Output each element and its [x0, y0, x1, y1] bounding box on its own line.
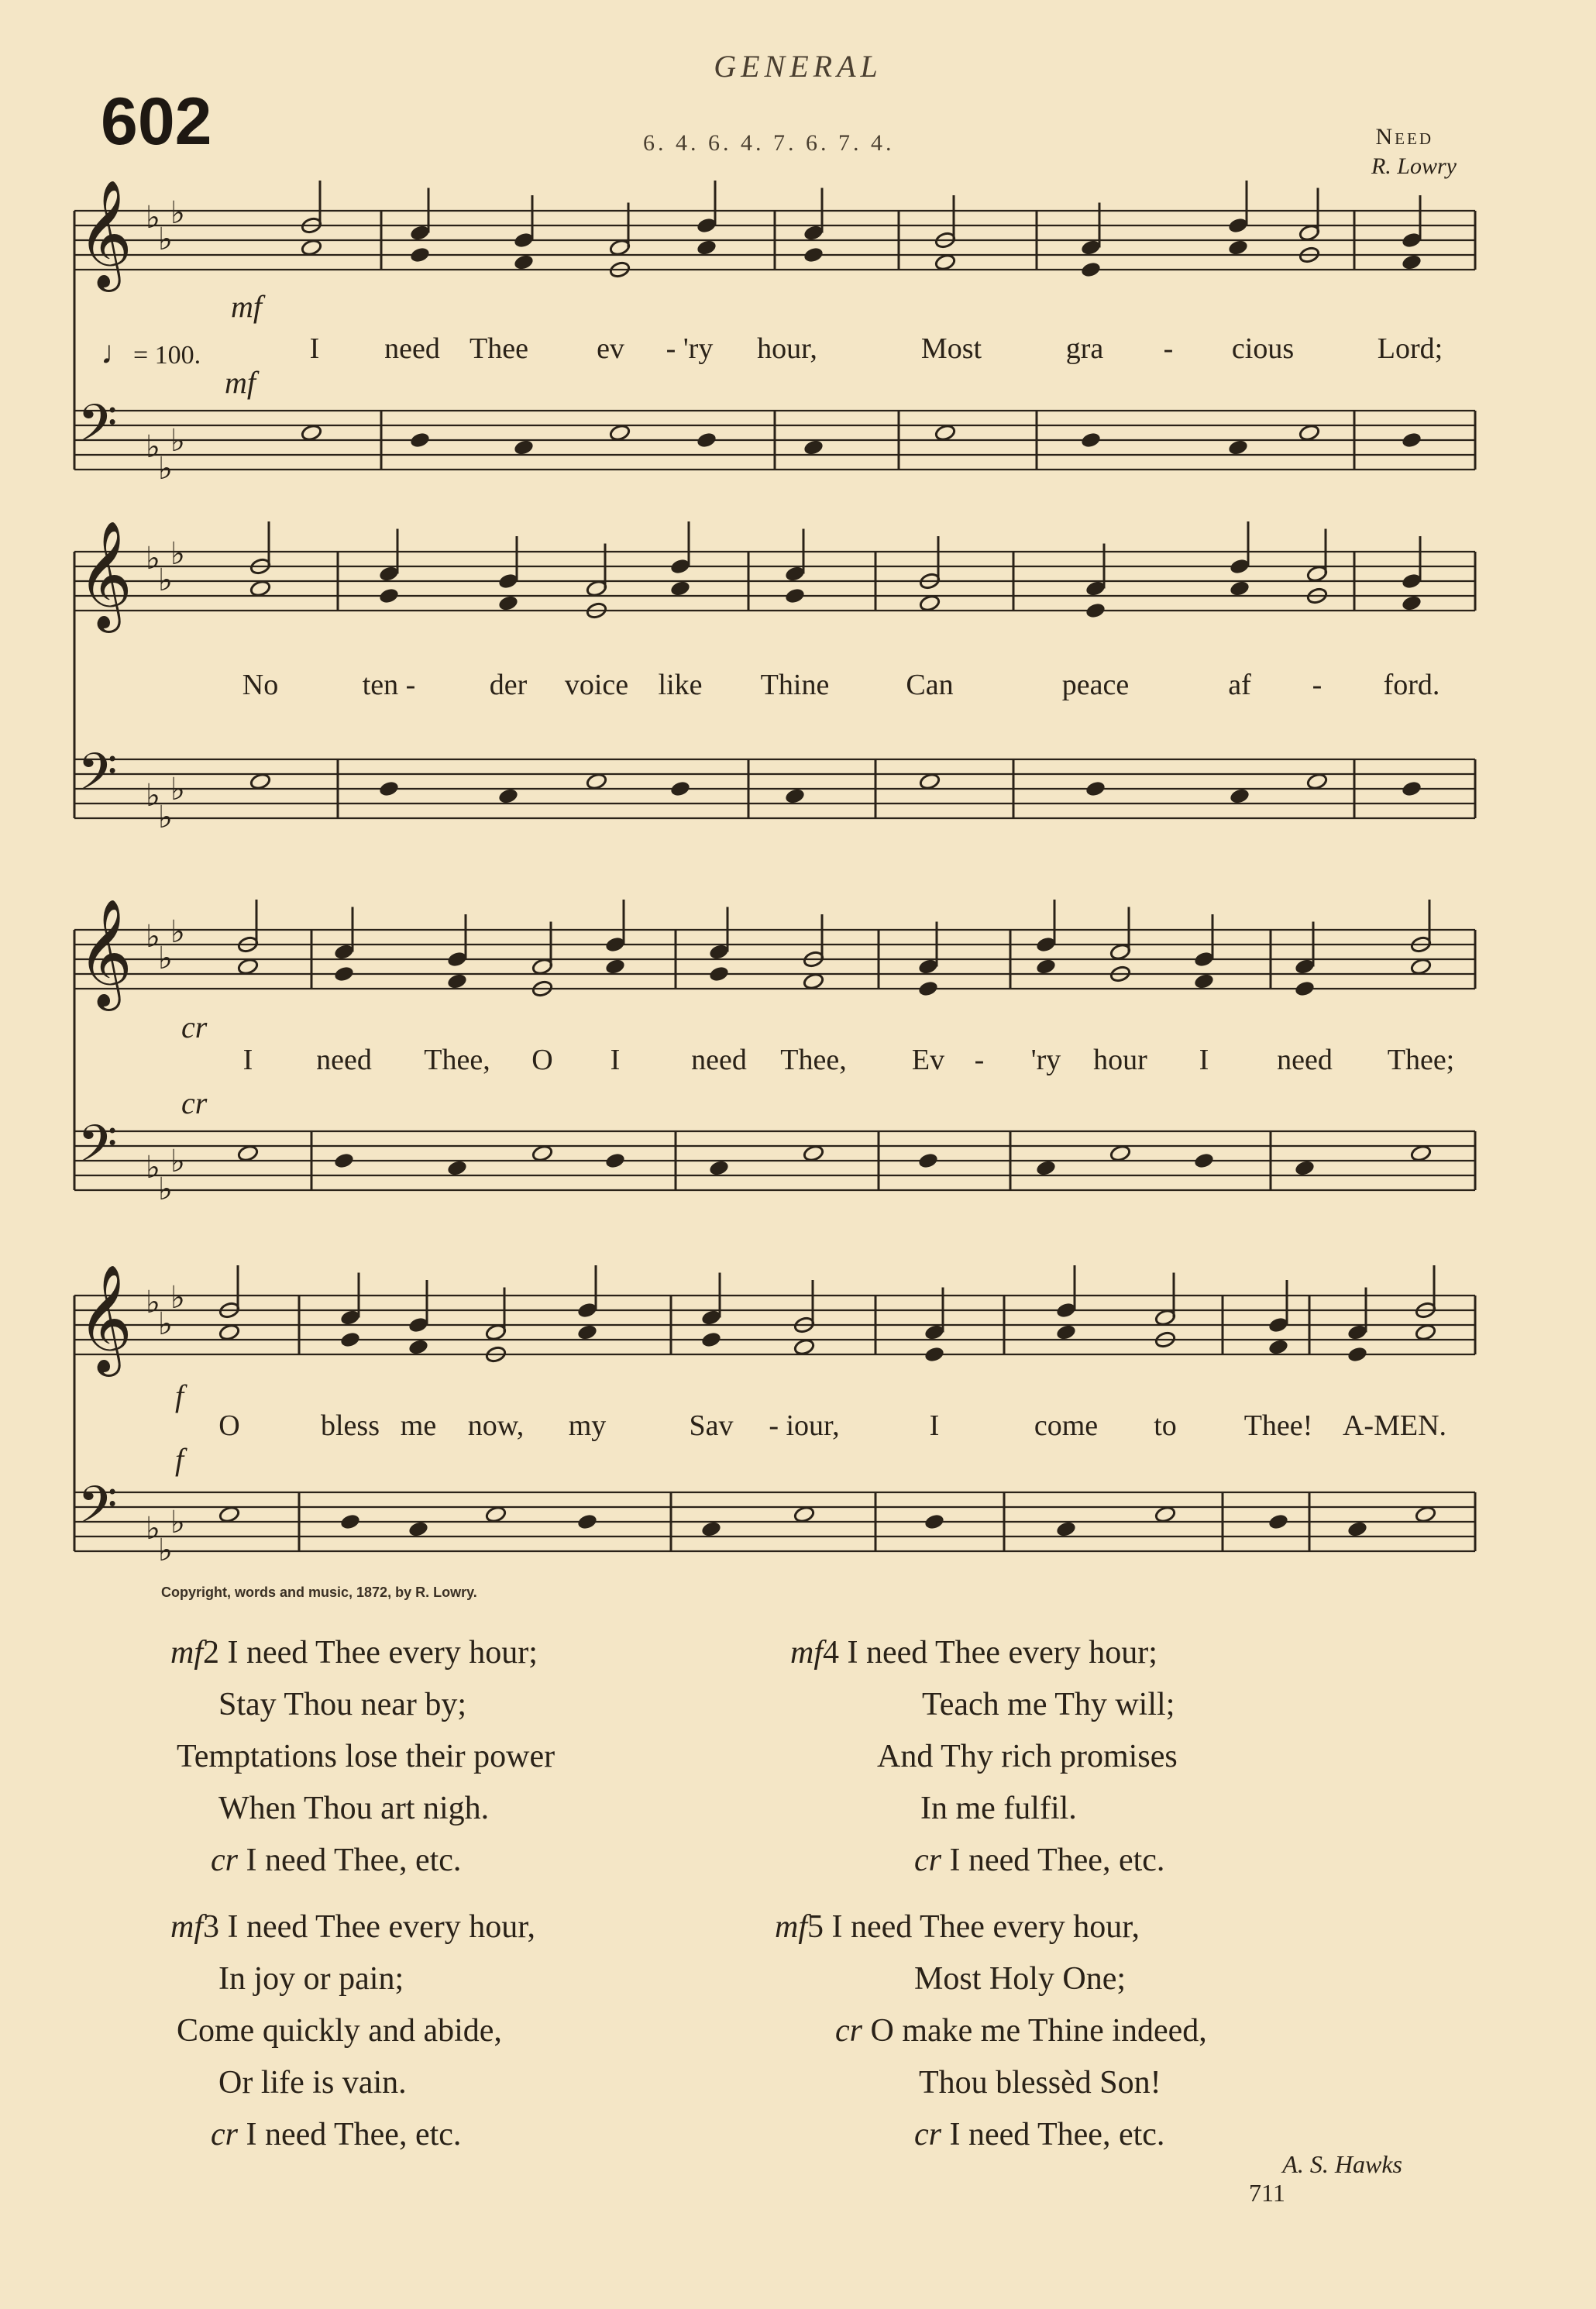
lyric-syllable: ten - — [362, 669, 416, 701]
refrain-dynamic: cr — [914, 1843, 941, 1878]
verse-line: Or life is vain. — [218, 2065, 407, 2101]
author-credit: A. S. Hawks — [1282, 2150, 1402, 2178]
notehead — [513, 439, 535, 456]
lyric-syllable: Ev — [911, 1044, 945, 1076]
lyric-syllable: I — [1199, 1044, 1209, 1076]
verse-line: I need Thee every hour; — [227, 1635, 538, 1671]
notehead — [339, 1330, 361, 1348]
notehead — [1035, 1159, 1057, 1177]
flat-icon: ♭ — [158, 1172, 173, 1207]
verse-line: In joy or pain; — [218, 1961, 404, 1997]
notehead — [917, 1151, 939, 1169]
notehead — [446, 972, 468, 990]
lyric-syllable: I — [309, 332, 320, 365]
verse-line: Teach me Thy will; — [922, 1687, 1175, 1722]
lyric-syllable: me — [400, 1409, 437, 1442]
page-number: 711 — [1249, 2179, 1285, 2207]
lyric-syllable: Thine — [760, 669, 830, 701]
notehead — [1085, 779, 1106, 797]
notehead — [378, 779, 400, 797]
notehead — [409, 246, 431, 263]
verse-2 — [170, 1627, 555, 1887]
verse-dynamic: mf — [775, 1909, 807, 1945]
notehead — [1080, 260, 1102, 278]
notehead — [1415, 1505, 1436, 1523]
flat-icon: ♭ — [146, 541, 160, 576]
notehead — [409, 431, 431, 449]
composer: R. Lowry — [1371, 153, 1457, 179]
notehead — [917, 979, 939, 997]
lyric-syllable: Can — [906, 669, 954, 701]
flat-icon: ♭ — [146, 429, 160, 465]
verse-3 — [170, 1901, 535, 2161]
verse-line: Temptations lose their power — [177, 1739, 556, 1774]
flat-icon: ♭ — [170, 914, 185, 950]
lyric-syllable: cious — [1231, 332, 1295, 365]
lyric-syllable: my — [568, 1409, 607, 1442]
notehead — [237, 958, 259, 976]
lyrics-system-3 — [0, 1043, 1596, 1082]
verse-number: 4 — [823, 1635, 839, 1671]
notehead — [408, 1520, 429, 1538]
notehead — [803, 1144, 824, 1162]
verse-line: Stay Thou near by; — [218, 1687, 467, 1722]
notehead — [378, 587, 400, 604]
bass-clef-icon: 𝄢 — [77, 742, 118, 814]
notehead — [793, 1505, 815, 1523]
lyric-syllable: need — [1277, 1044, 1333, 1076]
notehead — [333, 965, 355, 982]
notehead — [301, 424, 322, 442]
lyric-syllable: need — [316, 1044, 372, 1076]
notehead — [784, 787, 806, 805]
notehead — [1410, 958, 1432, 976]
flat-icon: ♭ — [146, 778, 160, 814]
flat-icon: ♭ — [158, 1533, 173, 1568]
verse-line: When Thou art nigh. — [218, 1791, 490, 1826]
verse-dynamic: mf — [170, 1909, 203, 1945]
quarter-note-icon: ♩ — [101, 336, 133, 371]
verse-line: Come quickly and abide, — [177, 2013, 502, 2049]
lyric-syllable: Thee — [470, 332, 528, 365]
dynamic-cr: cr — [181, 1010, 208, 1044]
notehead — [1109, 1144, 1131, 1162]
lyric-syllable: - — [974, 1044, 985, 1076]
notehead — [408, 1338, 429, 1356]
lyric-syllable: gra — [1065, 332, 1104, 365]
notehead — [249, 580, 271, 597]
lyric-syllable: O — [218, 1409, 240, 1442]
notehead — [497, 787, 519, 805]
notehead — [669, 580, 691, 597]
notehead — [576, 1323, 598, 1341]
notehead — [934, 253, 956, 271]
lyric-syllable: hour — [1093, 1044, 1147, 1076]
notehead — [669, 779, 691, 797]
notehead — [934, 424, 956, 442]
notehead — [1193, 1151, 1215, 1169]
dynamic-cr: cr — [181, 1086, 208, 1120]
lyric-syllable: Most — [920, 332, 982, 365]
lyric-syllable: Lord; — [1377, 332, 1443, 365]
lyric-syllable: need — [384, 332, 440, 365]
verse-line: O make me Thine indeed, — [870, 2013, 1207, 2049]
lyric-syllable: Sav — [689, 1409, 734, 1442]
notehead — [1401, 779, 1422, 797]
refrain-dynamic: cr — [914, 2117, 941, 2152]
tempo-value: = 100. — [133, 341, 201, 370]
verse-number: 2 — [203, 1635, 219, 1671]
bass-clef-icon: 𝄢 — [77, 1114, 118, 1186]
flat-icon: ♭ — [146, 200, 160, 236]
lyric-syllable: af — [1228, 669, 1251, 701]
lyrics-system-1 — [0, 332, 1596, 370]
verse-dynamic: mf — [170, 1635, 203, 1671]
verse-line: And Thy rich promises — [877, 1739, 1178, 1774]
lyric-syllable: now, — [467, 1409, 525, 1442]
lyric-syllable: to — [1154, 1409, 1177, 1442]
notehead — [237, 1144, 259, 1162]
flat-icon: ♭ — [158, 222, 173, 257]
verse-line: Thou blessèd Son! — [919, 2065, 1161, 2101]
flat-icon: ♭ — [158, 800, 173, 835]
notehead — [1035, 958, 1057, 976]
notehead — [1055, 1323, 1077, 1341]
treble-clef-icon: 𝄞 — [77, 899, 132, 1007]
flat-icon: ♭ — [170, 1280, 185, 1316]
refrain-line: I need Thee, etc. — [246, 2117, 462, 2152]
flat-icon: ♭ — [158, 941, 173, 976]
notehead — [339, 1512, 361, 1530]
lyric-syllable: Thee! — [1243, 1409, 1313, 1442]
notehead — [700, 1330, 722, 1348]
notehead — [301, 239, 322, 256]
notehead — [1193, 972, 1215, 990]
notehead — [604, 958, 626, 976]
lyric-syllable: I — [929, 1409, 940, 1442]
notehead — [784, 587, 806, 604]
line-dynamic: cr — [835, 2013, 862, 2049]
lyric-syllable: come — [1034, 1409, 1099, 1442]
notehead — [1268, 1338, 1289, 1356]
lyric-syllable: Thee, — [780, 1044, 847, 1076]
flat-icon: ♭ — [146, 1150, 160, 1185]
refrain-dynamic: cr — [211, 2117, 238, 2152]
notehead — [1227, 439, 1249, 456]
notehead — [696, 431, 717, 449]
flat-icon: ♭ — [170, 1144, 185, 1179]
notehead — [803, 246, 824, 263]
dynamic-f: f — [175, 1378, 184, 1413]
verse-dynamic: mf — [790, 1635, 823, 1671]
notehead — [218, 1323, 240, 1341]
lyric-syllable: peace — [1061, 669, 1130, 701]
notehead — [708, 965, 730, 982]
lyric-syllable: - iour, — [769, 1409, 840, 1442]
notehead — [919, 594, 941, 612]
notehead — [1410, 1144, 1432, 1162]
lyric-syllable: - 'ry — [666, 332, 714, 365]
notehead — [497, 594, 519, 612]
refrain-dynamic: cr — [211, 1843, 238, 1878]
notehead — [485, 1505, 507, 1523]
notehead — [1347, 1345, 1368, 1363]
flat-icon: ♭ — [158, 1306, 173, 1342]
refrain-line: I need Thee, etc. — [949, 1843, 1165, 1878]
lyric-syllable: Thee; — [1387, 1044, 1455, 1076]
notehead — [1347, 1520, 1368, 1538]
flat-icon: ♭ — [170, 423, 185, 459]
notehead — [793, 1338, 815, 1356]
notehead — [1306, 773, 1328, 790]
notehead — [1294, 1159, 1316, 1177]
lyric-syllable: ford. — [1383, 669, 1440, 701]
verse-number: 5 — [807, 1909, 824, 1945]
flat-icon: ♭ — [170, 195, 185, 231]
notehead — [1415, 1323, 1436, 1341]
treble-clef-icon: 𝄞 — [77, 180, 132, 287]
flat-icon: ♭ — [158, 563, 173, 598]
lyric-syllable: I — [610, 1044, 621, 1076]
bass-clef-icon: 𝄢 — [77, 1475, 118, 1547]
verse-number: 3 — [203, 1909, 219, 1945]
notehead — [700, 1520, 722, 1538]
notehead — [1298, 424, 1320, 442]
notehead — [446, 1159, 468, 1177]
flat-icon: ♭ — [170, 1505, 185, 1540]
notehead — [586, 773, 607, 790]
flat-icon: ♭ — [170, 536, 185, 572]
verse-5 — [775, 1901, 1207, 2161]
flat-icon: ♭ — [158, 451, 173, 487]
meter: 6. 4. 6. 4. 7. 6. 7. 4. — [643, 130, 895, 156]
verse-4 — [790, 1627, 1178, 1887]
refrain-line: I need Thee, etc. — [246, 1843, 462, 1878]
notehead — [708, 1159, 730, 1177]
notehead — [1268, 1512, 1289, 1530]
flat-icon: ♭ — [170, 772, 185, 807]
lyric-syllable: der — [489, 669, 528, 701]
notehead — [1080, 431, 1102, 449]
flat-icon: ♭ — [146, 1511, 160, 1547]
notehead — [513, 253, 535, 271]
notehead — [576, 1512, 598, 1530]
notehead — [696, 239, 717, 256]
lyrics-system-4 — [0, 1409, 1596, 1447]
lyric-syllable: bless — [321, 1409, 380, 1442]
verse-line: I need Thee every hour, — [831, 1909, 1140, 1945]
notehead — [803, 439, 824, 456]
verse-line: Most Holy One; — [914, 1961, 1126, 1997]
flat-icon: ♭ — [146, 1285, 160, 1320]
verse-line: I need Thee every hour; — [847, 1635, 1157, 1671]
notehead — [1154, 1505, 1176, 1523]
lyric-syllable: Thee, — [424, 1044, 490, 1076]
dynamic-mf: mf — [225, 365, 256, 400]
notehead — [803, 972, 824, 990]
notehead — [249, 773, 271, 790]
notehead — [924, 1345, 945, 1363]
notehead — [218, 1505, 240, 1523]
lyric-syllable: I — [242, 1044, 253, 1076]
notehead — [1401, 594, 1422, 612]
lyric-syllable: No — [242, 669, 279, 701]
lyric-syllable: - — [1163, 332, 1174, 365]
notehead — [333, 1151, 355, 1169]
notehead — [531, 1144, 553, 1162]
flat-icon: ♭ — [146, 919, 160, 955]
hymn-number: 602 — [101, 84, 212, 159]
notehead — [1229, 580, 1250, 597]
lyric-syllable: hour, — [757, 332, 817, 365]
lyrics-system-2 — [0, 668, 1596, 707]
notehead — [1085, 601, 1106, 619]
treble-clef-icon: 𝄞 — [77, 1265, 132, 1372]
notehead — [924, 1512, 945, 1530]
lyric-syllable: like — [658, 669, 703, 701]
notehead — [1401, 253, 1422, 271]
lyric-syllable: A-MEN. — [1342, 1409, 1447, 1442]
notehead — [1294, 979, 1316, 997]
bass-clef-icon: 𝄢 — [77, 394, 118, 466]
tune-name: Need — [1375, 124, 1433, 150]
notehead — [919, 773, 941, 790]
verse-line: I need Thee every hour, — [227, 1909, 536, 1945]
notehead — [1055, 1520, 1077, 1538]
notehead — [609, 424, 631, 442]
lyric-syllable: ev — [597, 332, 624, 365]
lyric-syllable: - — [1312, 669, 1323, 701]
lyric-syllable: need — [691, 1044, 747, 1076]
notehead — [1401, 431, 1422, 449]
section-title: GENERAL — [714, 49, 882, 84]
notehead — [604, 1151, 626, 1169]
dynamic-mf: mf — [231, 289, 262, 324]
notehead — [1229, 787, 1250, 805]
refrain-line: I need Thee, etc. — [949, 2117, 1165, 2152]
lyric-syllable: voice — [564, 669, 629, 701]
notehead — [1227, 239, 1249, 256]
lyric-syllable: O — [531, 1044, 553, 1076]
copyright-notice: Copyright, words and music, 1872, by R. Lowry. — [161, 1585, 477, 1600]
dynamic-f: f — [175, 1442, 184, 1477]
lyric-syllable: 'ry — [1030, 1044, 1061, 1076]
treble-clef-icon: 𝄞 — [77, 521, 132, 628]
verse-line: In me fulfil. — [920, 1791, 1077, 1826]
